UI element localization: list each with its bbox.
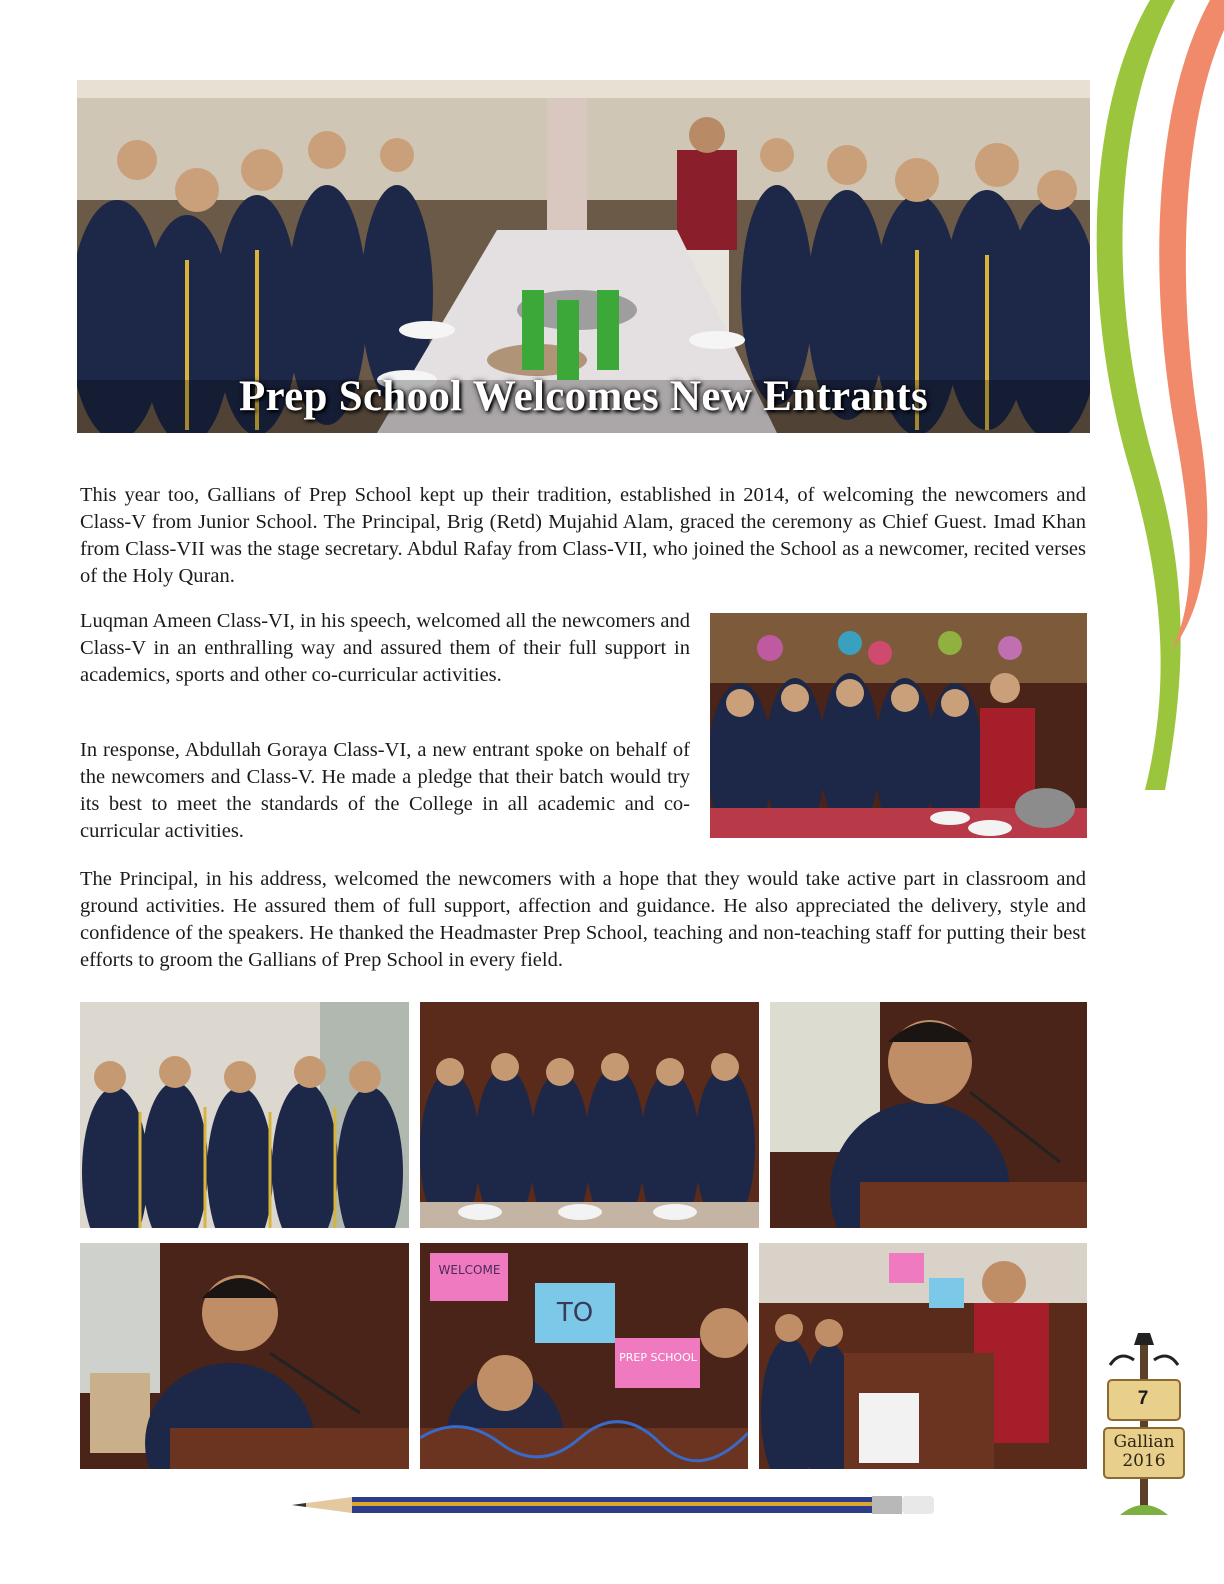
- gallery-photo-speaker-with-mic: [80, 1243, 409, 1469]
- brand-year: 2016: [1122, 1451, 1166, 1471]
- page-number: 7: [1137, 1388, 1149, 1409]
- magazine-brand: [1106, 1433, 1182, 1471]
- gallery-photo-speaker-at-podium: [770, 1002, 1087, 1228]
- paragraph-response: In response, Abdullah Goraya Class-VI, a new entrant spoke on behalf of the newcomers and Class-V. He made a pledge that their batch would try its best to meet the standards of the College in all academic and co-curricular activities.: [80, 739, 690, 842]
- paragraph-principal-address: The Principal, in his address, welcomed the newcomers with a hope that they would take active part in classroom and ground activities. He assured them of full support, affection and guidance. He also appreciated the delivery, style and confidence of the speakers. He thanked the Headmaster Prep School, teaching and non-teaching staff for putting their best efforts to groom the Gallians of Prep School in every field.: [80, 868, 1086, 971]
- gallery-photo-students-standing: [80, 1002, 409, 1228]
- page-title: Prep School Welcomes New Entrants: [238, 373, 929, 420]
- gallery-photo-students-waving: [420, 1002, 759, 1228]
- hero-photo: [77, 80, 1090, 433]
- pencil-icon: [292, 1491, 942, 1519]
- paragraph-intro: This year too, Gallians of Prep School kept up their tradition, established in 2014, of welcoming the newcomers and Class-V from Junior School. The Principal, Brig (Retd) Mujahid Alam, graced the ceremony as Chief Guest. Imad Khan from Class-VII was the stage secretary. Abdul Rafay from Class-VII, who joined the School as a newcomer, recited verses of the Holy Quran.: [80, 484, 1086, 587]
- paragraph-welcome-speech: Luqman Ameen Class-VI, in his speech, welcomed all the newcomers and Class-V in an enthralling way and assured them of their full support in academics, sports and other co-curricular activities.: [80, 610, 690, 686]
- page-number-signpost: [1100, 1325, 1188, 1525]
- gallery-photo-welcome-banner: [420, 1243, 748, 1469]
- gallery-photo-principal-at-podium: [759, 1243, 1087, 1469]
- sign-welcome: WELCOME: [438, 1263, 501, 1277]
- sign-to: TO: [556, 1298, 594, 1328]
- brand-name: Gallian: [1113, 1432, 1175, 1452]
- photo-clapping-students: [710, 613, 1087, 838]
- sign-prep-school: PREP SCHOOL: [619, 1351, 697, 1364]
